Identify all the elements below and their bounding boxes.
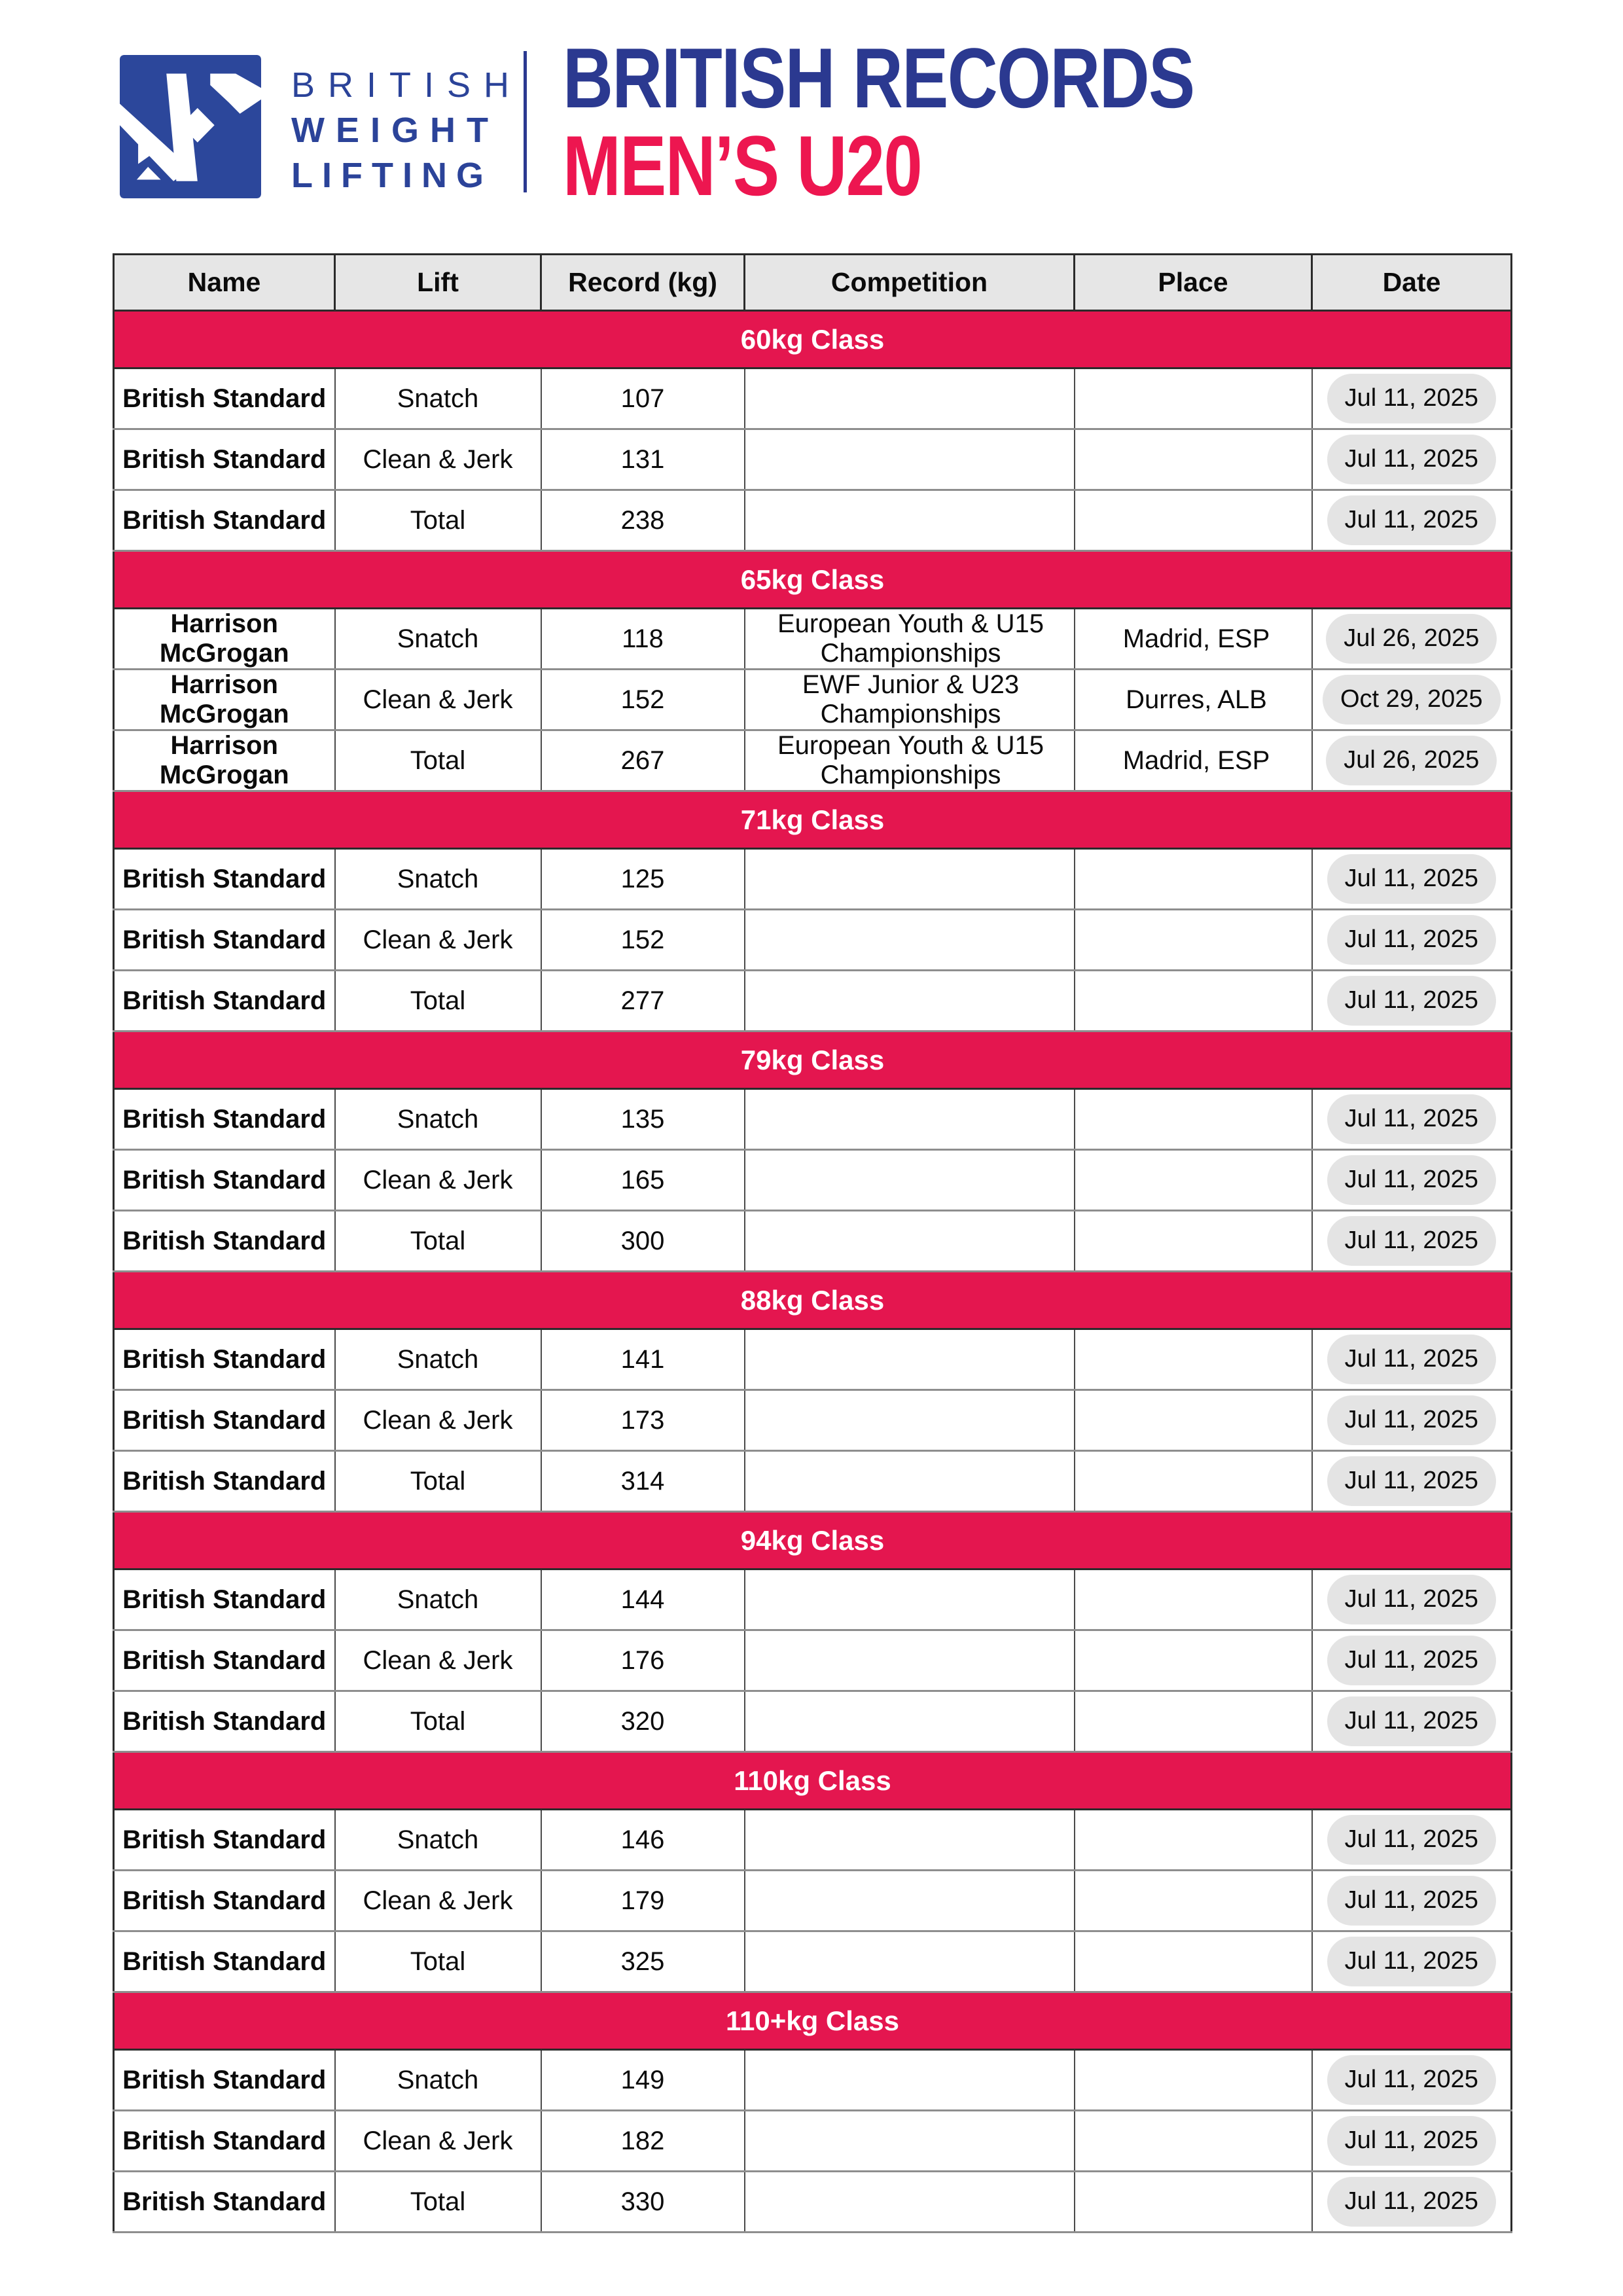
cell-name: Harrison McGrogan	[114, 730, 335, 791]
cell-record: 300	[541, 1211, 745, 1272]
cell-record: 131	[541, 429, 745, 490]
date-badge: Jul 11, 2025	[1327, 1456, 1496, 1506]
date-badge: Jul 11, 2025	[1327, 1395, 1496, 1445]
cell-place	[1075, 1451, 1312, 1512]
cell-date	[1312, 670, 1512, 730]
record-row	[114, 971, 1512, 1031]
record-row	[114, 1871, 1512, 1931]
cell-lift: Total	[335, 1451, 541, 1512]
page-titles	[563, 30, 1332, 213]
cell-place: Madrid, ESP	[1075, 609, 1312, 670]
column-header-date: Date	[1312, 255, 1512, 311]
column-header-record: Record (kg)	[541, 255, 745, 311]
cell-competition	[745, 368, 1075, 429]
cell-record: 107	[541, 368, 745, 429]
cell-place	[1075, 1810, 1312, 1871]
cell-place: Durres, ALB	[1075, 670, 1312, 730]
bwl-logo	[120, 55, 261, 198]
cell-competition	[745, 429, 1075, 490]
date-badge: Jul 11, 2025	[1327, 1937, 1496, 1986]
weight-class-band: 71kg Class	[114, 791, 1512, 849]
cell-competition	[745, 1329, 1075, 1390]
cell-name: British Standard	[114, 1810, 335, 1871]
cell-lift: Total	[335, 490, 541, 551]
weight-class-section-row	[114, 1752, 1512, 1810]
cell-date	[1312, 1570, 1512, 1630]
cell-competition	[745, 2111, 1075, 2172]
date-badge: Jul 11, 2025	[1327, 2177, 1496, 2227]
cell-date	[1312, 1329, 1512, 1390]
weight-class-band: 79kg Class	[114, 1031, 1512, 1089]
cell-record: 330	[541, 2172, 745, 2233]
cell-lift: Clean & Jerk	[335, 429, 541, 490]
date-badge: Jul 11, 2025	[1327, 1216, 1496, 1266]
record-row	[114, 2050, 1512, 2111]
cell-record: 165	[541, 1150, 745, 1211]
cell-date	[1312, 910, 1512, 971]
date-badge: Jul 11, 2025	[1327, 854, 1496, 904]
record-row	[114, 1691, 1512, 1752]
cell-name: British Standard	[114, 1150, 335, 1211]
bwl-logo-icon	[120, 55, 261, 198]
date-badge: Jul 11, 2025	[1327, 1155, 1496, 1205]
cell-name: British Standard	[114, 910, 335, 971]
record-row	[114, 1211, 1512, 1272]
logo-word-lifting: LIFTING	[291, 156, 493, 195]
bwl-logo-wordmark	[291, 63, 523, 198]
cell-lift: Snatch	[335, 1570, 541, 1630]
cell-name: British Standard	[114, 368, 335, 429]
column-header-lift: Lift	[335, 255, 541, 311]
cell-date	[1312, 2172, 1512, 2233]
date-badge: Jul 11, 2025	[1327, 1335, 1496, 1384]
record-row	[114, 1329, 1512, 1390]
cell-competition	[745, 971, 1075, 1031]
cell-date	[1312, 609, 1512, 670]
date-badge: Jul 11, 2025	[1327, 495, 1496, 545]
date-badge: Jul 26, 2025	[1326, 614, 1497, 664]
cell-name: British Standard	[114, 1931, 335, 1992]
record-row	[114, 670, 1512, 730]
cell-competition	[745, 1630, 1075, 1691]
cell-date	[1312, 1630, 1512, 1691]
cell-record: 238	[541, 490, 745, 551]
cell-place	[1075, 368, 1312, 429]
cell-record: 325	[541, 1931, 745, 1992]
cell-name: British Standard	[114, 429, 335, 490]
cell-date	[1312, 1931, 1512, 1992]
record-row	[114, 1451, 1512, 1512]
date-badge: Jul 11, 2025	[1327, 915, 1496, 965]
cell-name: British Standard	[114, 971, 335, 1031]
cell-record: 118	[541, 609, 745, 670]
weight-class-band: 65kg Class	[114, 551, 1512, 609]
weight-class-section-row	[114, 1512, 1512, 1570]
date-badge: Jul 26, 2025	[1326, 736, 1497, 785]
cell-name: British Standard	[114, 1390, 335, 1451]
cell-place	[1075, 849, 1312, 910]
cell-lift: Total	[335, 1211, 541, 1272]
cell-date	[1312, 1211, 1512, 1272]
cell-lift: Total	[335, 1931, 541, 1992]
cell-place	[1075, 971, 1312, 1031]
cell-competition: EWF Junior & U23 Championships	[745, 670, 1075, 730]
cell-name: Harrison McGrogan	[114, 670, 335, 730]
record-row	[114, 1150, 1512, 1211]
cell-place	[1075, 2172, 1312, 2233]
cell-record: 267	[541, 730, 745, 791]
weight-class-section-row	[114, 1272, 1512, 1329]
header-divider	[524, 51, 527, 192]
cell-record: 176	[541, 1630, 745, 1691]
cell-date	[1312, 971, 1512, 1031]
weight-class-band: 94kg Class	[114, 1512, 1512, 1570]
cell-name: British Standard	[114, 1089, 335, 1150]
cell-lift: Snatch	[335, 1329, 541, 1390]
cell-record: 320	[541, 1691, 745, 1752]
cell-name: British Standard	[114, 1691, 335, 1752]
cell-competition	[745, 1390, 1075, 1451]
weight-class-section-row	[114, 1992, 1512, 2050]
date-badge: Jul 11, 2025	[1327, 2055, 1496, 2105]
cell-date	[1312, 2111, 1512, 2172]
table-header	[114, 255, 1512, 311]
cell-lift: Total	[335, 1691, 541, 1752]
cell-lift: Snatch	[335, 368, 541, 429]
cell-record: 173	[541, 1390, 745, 1451]
date-badge: Oct 29, 2025	[1323, 675, 1501, 725]
cell-place	[1075, 1630, 1312, 1691]
cell-lift: Clean & Jerk	[335, 1150, 541, 1211]
cell-competition	[745, 490, 1075, 551]
cell-lift: Snatch	[335, 849, 541, 910]
record-row	[114, 849, 1512, 910]
cell-date	[1312, 1089, 1512, 1150]
cell-record: 152	[541, 670, 745, 730]
record-row	[114, 2172, 1512, 2233]
cell-name: British Standard	[114, 490, 335, 551]
cell-lift: Total	[335, 730, 541, 791]
cell-date	[1312, 1810, 1512, 1871]
column-header-place: Place	[1075, 255, 1312, 311]
weight-class-section-row	[114, 791, 1512, 849]
cell-lift: Clean & Jerk	[335, 1390, 541, 1451]
cell-lift: Snatch	[335, 1089, 541, 1150]
cell-lift: Clean & Jerk	[335, 1871, 541, 1931]
cell-lift: Clean & Jerk	[335, 1630, 541, 1691]
cell-lift: Clean & Jerk	[335, 910, 541, 971]
cell-record: 149	[541, 2050, 745, 2111]
cell-lift: Snatch	[335, 2050, 541, 2111]
cell-lift: Clean & Jerk	[335, 2111, 541, 2172]
cell-place	[1075, 2050, 1312, 2111]
date-badge: Jul 11, 2025	[1327, 1815, 1496, 1865]
cell-place	[1075, 1329, 1312, 1390]
date-badge: Jul 11, 2025	[1327, 435, 1496, 484]
cell-record: 182	[541, 2111, 745, 2172]
weight-class-band: 110+kg Class	[114, 1992, 1512, 2050]
cell-competition: European Youth & U15 Championships	[745, 609, 1075, 670]
cell-name: British Standard	[114, 2111, 335, 2172]
cell-place	[1075, 1931, 1312, 1992]
cell-place: Madrid, ESP	[1075, 730, 1312, 791]
cell-record: 146	[541, 1810, 745, 1871]
cell-place	[1075, 490, 1312, 551]
cell-competition	[745, 1451, 1075, 1512]
cell-record: 179	[541, 1871, 745, 1931]
cell-name: British Standard	[114, 1871, 335, 1931]
weight-class-section-row	[114, 1031, 1512, 1089]
cell-place	[1075, 1691, 1312, 1752]
cell-place	[1075, 1089, 1312, 1150]
record-row	[114, 490, 1512, 551]
cell-lift: Snatch	[335, 1810, 541, 1871]
cell-name: British Standard	[114, 2172, 335, 2233]
cell-date	[1312, 1691, 1512, 1752]
record-row	[114, 1630, 1512, 1691]
cell-date	[1312, 1150, 1512, 1211]
date-badge: Jul 11, 2025	[1327, 374, 1496, 423]
record-row	[114, 429, 1512, 490]
cell-record: 135	[541, 1089, 745, 1150]
cell-record: 141	[541, 1329, 745, 1390]
record-row	[114, 368, 1512, 429]
cell-lift: Total	[335, 971, 541, 1031]
cell-competition	[745, 1931, 1075, 1992]
record-row	[114, 1810, 1512, 1871]
record-row	[114, 1931, 1512, 1992]
cell-name: British Standard	[114, 849, 335, 910]
record-row	[114, 910, 1512, 971]
cell-date	[1312, 1871, 1512, 1931]
date-badge: Jul 11, 2025	[1327, 1094, 1496, 1144]
cell-competition	[745, 2050, 1075, 2111]
cell-date	[1312, 368, 1512, 429]
cell-record: 314	[541, 1451, 745, 1512]
cell-competition	[745, 910, 1075, 971]
date-badge: Jul 11, 2025	[1327, 1696, 1496, 1746]
cell-place	[1075, 1390, 1312, 1451]
cell-lift: Snatch	[335, 609, 541, 670]
cell-name: British Standard	[114, 2050, 335, 2111]
record-row	[114, 2111, 1512, 2172]
page-subtitle: MEN’S U20	[563, 118, 922, 213]
cell-date	[1312, 490, 1512, 551]
cell-record: 125	[541, 849, 745, 910]
cell-competition	[745, 1810, 1075, 1871]
cell-lift: Total	[335, 2172, 541, 2233]
weight-class-band: 110kg Class	[114, 1752, 1512, 1810]
record-row	[114, 1089, 1512, 1150]
cell-place	[1075, 1871, 1312, 1931]
cell-date	[1312, 849, 1512, 910]
cell-competition	[745, 2172, 1075, 2233]
cell-place	[1075, 429, 1312, 490]
records-table	[113, 253, 1512, 2233]
record-row	[114, 609, 1512, 670]
cell-name: British Standard	[114, 1570, 335, 1630]
cell-date	[1312, 429, 1512, 490]
date-badge: Jul 11, 2025	[1327, 1876, 1496, 1926]
cell-name: British Standard	[114, 1211, 335, 1272]
cell-competition	[745, 1570, 1075, 1630]
column-header-name: Name	[114, 255, 335, 311]
cell-competition	[745, 1089, 1075, 1150]
cell-date	[1312, 1451, 1512, 1512]
cell-lift: Clean & Jerk	[335, 670, 541, 730]
weight-class-band: 60kg Class	[114, 311, 1512, 368]
logo-word-weight: WEIGHT	[291, 111, 499, 150]
column-header-competition: Competition	[745, 255, 1075, 311]
cell-place	[1075, 2111, 1312, 2172]
cell-name: British Standard	[114, 1329, 335, 1390]
cell-place	[1075, 1150, 1312, 1211]
cell-record: 152	[541, 910, 745, 971]
cell-place	[1075, 1211, 1312, 1272]
weight-class-section-row	[114, 311, 1512, 368]
cell-competition	[745, 1871, 1075, 1931]
cell-date	[1312, 1390, 1512, 1451]
record-row	[114, 730, 1512, 791]
cell-name: British Standard	[114, 1451, 335, 1512]
date-badge: Jul 11, 2025	[1327, 976, 1496, 1026]
date-badge: Jul 11, 2025	[1327, 1575, 1496, 1624]
record-row	[114, 1570, 1512, 1630]
weight-class-band: 88kg Class	[114, 1272, 1512, 1329]
logo-word-british: BRITISH	[291, 65, 523, 105]
cell-competition: European Youth & U15 Championships	[745, 730, 1075, 791]
cell-record: 144	[541, 1570, 745, 1630]
cell-record: 277	[541, 971, 745, 1031]
page-title: BRITISH RECORDS	[563, 30, 1194, 126]
cell-place	[1075, 1570, 1312, 1630]
cell-competition	[745, 1691, 1075, 1752]
cell-name: Harrison McGrogan	[114, 609, 335, 670]
cell-date	[1312, 2050, 1512, 2111]
weight-class-section-row	[114, 551, 1512, 609]
date-badge: Jul 11, 2025	[1327, 2116, 1496, 2166]
cell-date	[1312, 730, 1512, 791]
cell-competition	[745, 849, 1075, 910]
date-badge: Jul 11, 2025	[1327, 1636, 1496, 1685]
record-row	[114, 1390, 1512, 1451]
cell-place	[1075, 910, 1312, 971]
cell-competition	[745, 1150, 1075, 1211]
cell-name: British Standard	[114, 1630, 335, 1691]
cell-competition	[745, 1211, 1075, 1272]
